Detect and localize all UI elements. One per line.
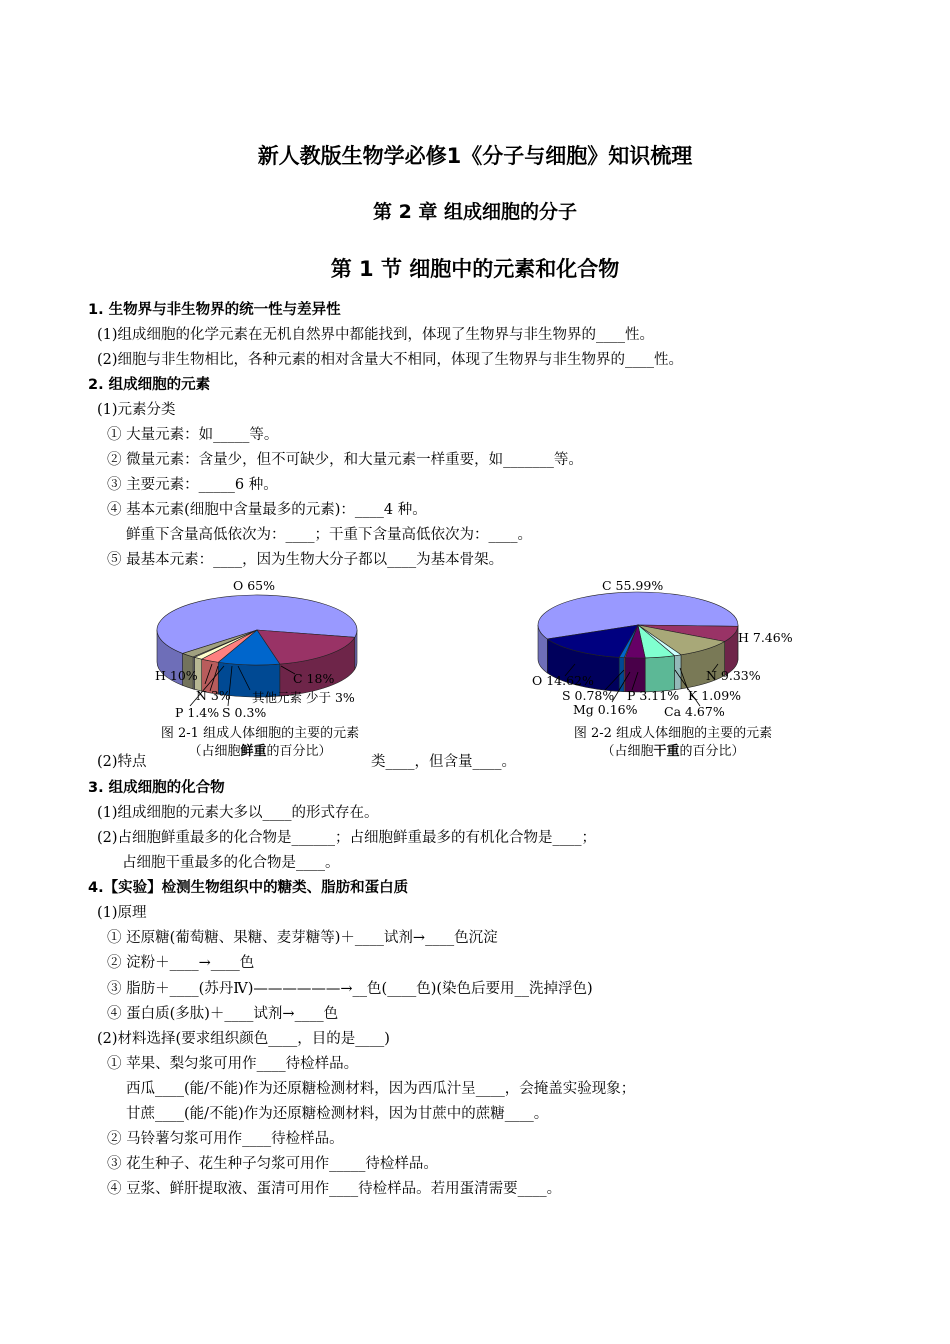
q2-item-4b: 鲜重下含量高低依次为：____；干重下含量高低依次为：____。 bbox=[126, 527, 532, 543]
q2-item-5: ⑤ 最基本元素：____，因为生物大分子都以____为基本骨架。 bbox=[107, 552, 504, 568]
q4-material-1: ① 苹果、梨匀浆可用作____待检样品。 bbox=[107, 1056, 359, 1072]
chart2-label-N: N 9.33% bbox=[706, 668, 761, 683]
section-title: 第 1 节 细胞中的元素和化合物 bbox=[330, 257, 620, 281]
chart1-label-S: S 0.3% bbox=[222, 705, 267, 720]
q3-heading: 3. 组成细胞的化合物 bbox=[88, 780, 225, 796]
q2-sub2-start: (2)特点 bbox=[97, 754, 147, 770]
chart2-caption-2: （占细胞干重的百分比） bbox=[601, 744, 745, 759]
q4-material-1b: 甘蔗____(能/不能)作为还原糖检测材料，因为甘蔗中的蔗糖____。 bbox=[126, 1106, 549, 1122]
chart1-label-C: C 18% bbox=[293, 671, 335, 686]
chart2-label-Mg: Mg 0.16% bbox=[573, 702, 638, 717]
chart2-label-H: H 7.46% bbox=[738, 630, 793, 645]
q2-item-3: ③ 主要元素：_____6 种。 bbox=[107, 477, 278, 493]
chart1-label-other: 其他元素 少于 3% bbox=[252, 690, 355, 705]
q2-heading: 2. 组成细胞的元素 bbox=[88, 377, 211, 393]
q4-heading: 4.【实验】检测生物组织中的糖类、脂肪和蛋白质 bbox=[88, 880, 409, 896]
q4-item-2: ② 淀粉＋____→____色 bbox=[107, 955, 255, 971]
chart2-label-P: P 3.11% bbox=[627, 688, 680, 703]
q2-sub1: (1)元素分类 bbox=[97, 402, 176, 418]
chart1-label-P: P 1.4% bbox=[175, 705, 220, 720]
chart1-label-H: H 10% bbox=[155, 668, 198, 683]
q2-sub2-end: 类____，但含量____。 bbox=[371, 754, 516, 770]
q4-sub1: (1)原理 bbox=[97, 905, 147, 921]
q4-item-1: ① 还原糖(葡萄糖、果糖、麦芽糖等)＋____试剂→____色沉淀 bbox=[107, 930, 498, 946]
chart2-label-O: O 14.62% bbox=[532, 673, 594, 688]
chart2-label-Ca: Ca 4.67% bbox=[664, 704, 725, 719]
chart2-label-C: C 55.99% bbox=[602, 578, 664, 593]
q2-item-4: ④ 基本元素(细胞中含量最多的元素)：____4 种。 bbox=[107, 502, 427, 518]
q3-p2: (2)占细胞鲜重最多的化合物是______；占细胞鲜重最多的有机化合物是____； bbox=[97, 830, 597, 846]
q4-material-3: ③ 花生种子、花生种子匀浆可用作_____待检样品。 bbox=[107, 1156, 438, 1172]
q3-p1: (1)组成细胞的元素大多以____的形式存在。 bbox=[97, 805, 379, 821]
document-title: 新人教版生物学必修1《分子与细胞》知识梳理 bbox=[257, 144, 693, 168]
q3-p3: 占细胞干重最多的化合物是____。 bbox=[122, 855, 340, 871]
chapter-title: 第 2 章 组成细胞的分子 bbox=[372, 201, 578, 223]
q1-p2: (2)细胞与非生物相比，各种元素的相对含量大不相同，体现了生物界与非生物界的____性。 bbox=[97, 352, 684, 368]
chart1-label-O: O 65% bbox=[233, 578, 276, 593]
q4-sub2: (2)材料选择(要求组织颜色____，目的是____) bbox=[97, 1031, 390, 1047]
chart1-caption-2: （占细胞鲜重的百分比） bbox=[188, 744, 332, 759]
chart2-label-S: S 0.78% bbox=[562, 688, 615, 703]
q2-item-2: ② 微量元素：含量少，但不可缺少，和大量元素一样重要，如_______等。 bbox=[107, 452, 583, 468]
q4-material-1a: 西瓜____(能/不能)作为还原糖检测材料，因为西瓜汁呈____，会掩盖实验现象； bbox=[126, 1081, 636, 1097]
q1-heading: 1. 生物界与非生物界的统一性与差异性 bbox=[88, 302, 341, 318]
q4-material-4: ④ 豆浆、鲜肝提取液、蛋清可用作____待检样品。若用蛋清需要____。 bbox=[107, 1181, 562, 1197]
chart2-label-K: K 1.09% bbox=[688, 688, 742, 703]
chart1-label-N: N 3% bbox=[196, 688, 231, 703]
q1-p1: (1)组成细胞的化学元素在无机自然界中都能找到，体现了生物界与非生物界的____性。 bbox=[97, 327, 655, 343]
q4-material-2: ② 马铃薯匀浆可用作____待检样品。 bbox=[107, 1131, 344, 1147]
q2-item-1: ① 大量元素：如_____等。 bbox=[107, 427, 279, 443]
pie-side-K bbox=[675, 655, 681, 690]
pie-side-Ca bbox=[645, 656, 674, 692]
chart1-caption-1: 图 2-1 组成人体细胞的主要的元素 bbox=[160, 726, 360, 741]
q4-item-4: ④ 蛋白质(多肽)＋____试剂→____色 bbox=[107, 1006, 339, 1022]
chart2-caption-1: 图 2-2 组成人体细胞的主要的元素 bbox=[573, 726, 773, 741]
q4-item-3: ③ 脂肪＋____(苏丹Ⅳ)——————→__色(____色)(染色后要用__洗掉浮色) bbox=[107, 981, 593, 997]
